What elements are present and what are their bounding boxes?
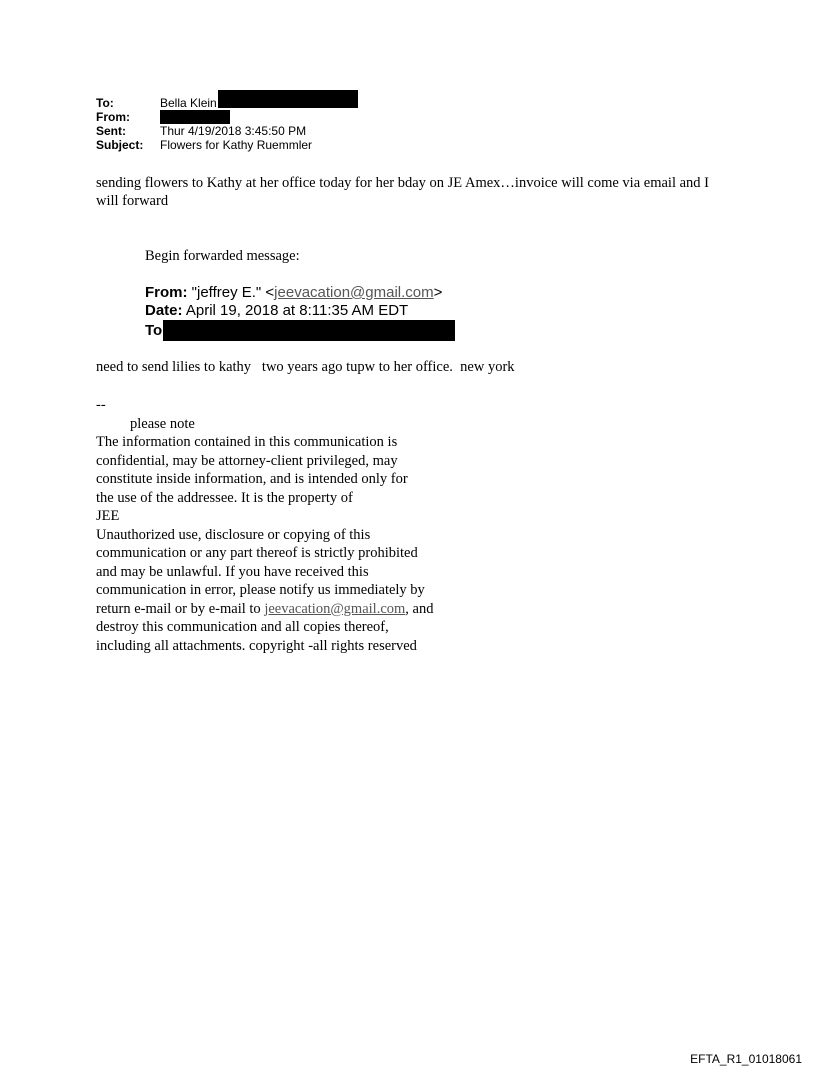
confidentiality-notice bbox=[96, 396, 516, 655]
document-id: EFTA_R1_01018061 bbox=[690, 1052, 802, 1066]
signature-dashes: -- bbox=[96, 397, 106, 413]
forwarded-to-label: To bbox=[145, 321, 163, 339]
sent-row bbox=[96, 124, 358, 138]
notice-email-link[interactable]: jeevacation@gmail.com bbox=[264, 600, 406, 617]
notice-line: communication in error, please notify us immediately by bbox=[96, 582, 425, 598]
subject-label: Subject: bbox=[96, 138, 144, 152]
notice-line: and may be unlawful. If you have received this bbox=[96, 563, 369, 580]
from-row bbox=[96, 110, 358, 124]
forwarded-from-label: From: bbox=[145, 284, 188, 301]
email-header bbox=[96, 96, 358, 152]
from-label: From: bbox=[96, 110, 130, 124]
notice-line: Unauthorized use, disclosure or copying of this bbox=[96, 526, 371, 543]
forwarded-header bbox=[145, 284, 455, 341]
forwarded-to-row bbox=[145, 320, 455, 341]
notice-line: communication or any part thereof is strictly prohibited bbox=[96, 545, 418, 561]
forwarded-intro: Begin forwarded message: bbox=[145, 248, 300, 264]
notice-line: constitute inside information, and is intended only for bbox=[96, 471, 408, 487]
notice-line: confidential, may be attorney-client privileged, may bbox=[96, 452, 398, 469]
subject-row bbox=[96, 138, 358, 152]
notice-line bbox=[96, 600, 516, 619]
notice-line: including all attachments. copyright -all rights reserved bbox=[96, 637, 417, 654]
redaction-block bbox=[163, 320, 455, 341]
redaction-block bbox=[218, 90, 358, 108]
notice-line-text: , and bbox=[405, 600, 434, 617]
notice-line: destroy this communication and all copies thereof, bbox=[96, 619, 389, 635]
to-label: To: bbox=[96, 96, 114, 110]
forwarded-from-name: "jeffrey E." < bbox=[191, 284, 275, 301]
signature-note: please note bbox=[130, 415, 195, 432]
forwarded-from-end: > bbox=[433, 284, 443, 301]
notice-line-text: return e-mail or by e-mail to bbox=[96, 600, 265, 617]
to-value: Bella Klein bbox=[160, 96, 217, 110]
notice-line: The information contained in this communication is bbox=[96, 434, 398, 450]
redaction-block bbox=[160, 110, 230, 124]
subject-value: Flowers for Kathy Ruemmler bbox=[160, 138, 313, 152]
forwarded-message: need to send lilies to kathy two years ago tupw to her office. new york bbox=[96, 359, 515, 375]
notice-line: the use of the addressee. It is the property of bbox=[96, 489, 353, 506]
sent-value: Thur 4/19/2018 3:45:50 PM bbox=[160, 124, 307, 138]
forwarded-date-value: April 19, 2018 at 8:11:35 AM EDT bbox=[185, 302, 409, 319]
forwarded-from-email-link[interactable]: jeevacation@gmail.com bbox=[274, 284, 434, 301]
to-row bbox=[96, 96, 358, 110]
forwarded-date-label: Date: bbox=[145, 302, 183, 319]
notice-line: JEE bbox=[96, 508, 120, 524]
email-body: sending flowers to Kathy at her office today for her bday on JE Amex…invoice will come via email and I will forward bbox=[96, 175, 709, 209]
forwarded-date-row bbox=[145, 302, 455, 320]
sent-label: Sent: bbox=[96, 124, 126, 138]
forwarded-from-row bbox=[145, 284, 455, 302]
